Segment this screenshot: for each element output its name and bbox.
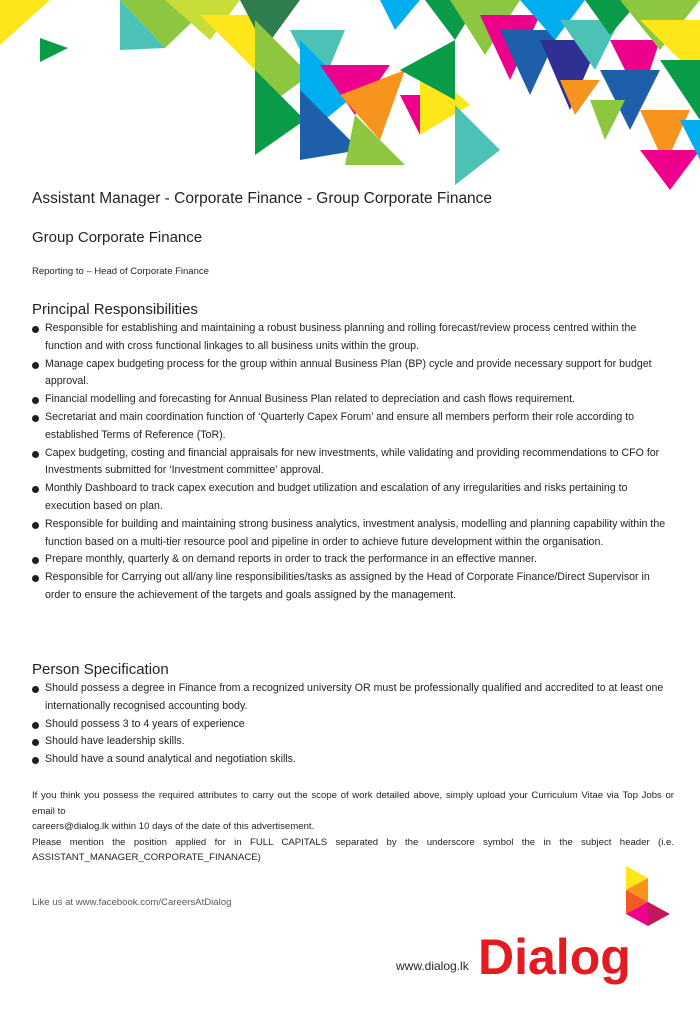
list-item: Secretariat and main coordination function of ‘Quarterly Capex Forum’ and ensure all members perform their role according to established Terms of Reference (ToR). <box>32 409 674 445</box>
list-item: Should have a sound analytical and negotiation skills. <box>32 751 674 769</box>
subject-instructions: Please mention the position applied for in FULL CAPITALS separated by the underscore symbol the in the subject header (i.e. ASSISTANT_MANAGER_CORPORATE_FINANACE) <box>32 836 674 864</box>
list-item: Responsible for Carrying out all/any line responsibilities/tasks as assigned by the Head of Corporate Finance/Direct Supervisor in order to ensure the achievement of the targets and goals assigned by the management. <box>32 569 674 605</box>
list-item: Responsible for establishing and maintaining a robust business planning and rolling forecast/review process centred within the function and with cross functional linkages to all business units within the group. <box>32 320 674 356</box>
list-item: Should have leadership skills. <box>32 733 674 751</box>
header-graphic <box>0 0 700 190</box>
dialog-wordmark: Dialog <box>478 929 631 985</box>
list-item: Prepare monthly, quarterly & on demand reports in order to track the performance in an effective manner. <box>32 551 674 569</box>
list-item: Responsible for building and maintaining strong business analytics, investment analysis, modelling and planning capability within the function based on a multi-tier resource pool and pipeline in order to achieve future development within the organisation. <box>32 516 674 552</box>
reporting-line: Reporting to – Head of Corporate Finance <box>32 266 209 277</box>
job-title: Assistant Manager - Corporate Finance - Group Corporate Finance <box>32 190 493 207</box>
apply-email-text[interactable]: careers@dialog.lk within 10 days of the date of this advertisement. <box>32 821 315 833</box>
list-item: Should possess 3 to 4 years of experience <box>32 716 674 734</box>
website-link[interactable]: www.dialog.lk <box>396 959 469 973</box>
dialog-logo-mark <box>626 866 670 926</box>
apply-text: If you think you possess the required attributes to carry out the scope of work detailed above, simply upload your Curriculum Vitae via Top Jobs or email to <box>32 790 674 817</box>
list-item: Monthly Dashboard to track capex execution and budget utilization and escalation of any irregularities and risks pertaining to execution based on plan. <box>32 480 674 516</box>
responsibilities-list <box>32 320 674 605</box>
department-title: Group Corporate Finance <box>32 229 203 246</box>
responsibilities-heading: Principal Responsibilities <box>32 301 198 318</box>
apply-instructions <box>32 788 674 866</box>
specification-list <box>32 680 674 769</box>
list-item: Should possess a degree in Finance from a recognized university OR must be professionally qualified and accredited to at least one internationally recognised accounting body. <box>32 680 674 716</box>
specification-heading: Person Specification <box>32 661 169 678</box>
list-item: Financial modelling and forecasting for Annual Business Plan related to depreciation and cash flows requirement. <box>32 391 674 409</box>
facebook-link[interactable]: Like us at www.facebook.com/CareersAtDialog <box>32 897 232 908</box>
list-item: Manage capex budgeting process for the group within annual Business Plan (BP) cycle and provide necessary support for budget approval. <box>32 356 674 392</box>
list-item: Capex budgeting, costing and financial appraisals for new investments, while validating and providing recommendations to CFO for Investments submitted for ‘Investment committee’ approval. <box>32 445 674 481</box>
dialog-logo <box>474 862 684 992</box>
